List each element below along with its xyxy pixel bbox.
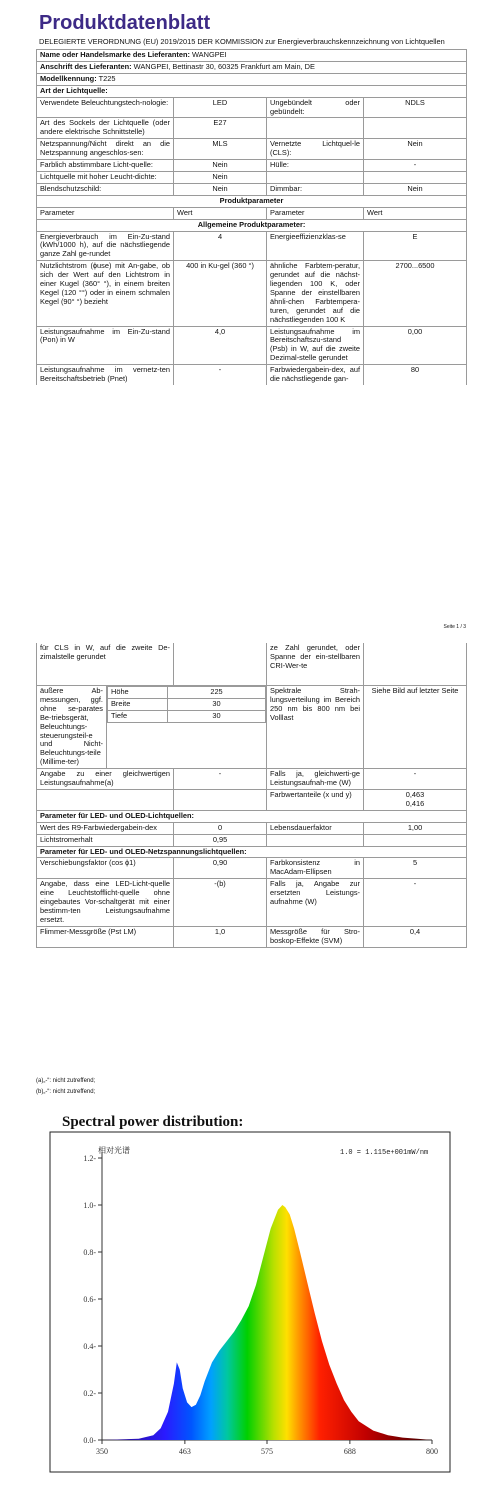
param-value: -(b): [174, 879, 267, 927]
param-value: Nein: [364, 139, 467, 160]
param-value: -: [364, 160, 467, 172]
param-label: Vernetzte Lichtquel-le (CLS):: [267, 139, 364, 160]
param-label: Energieverbrauch im Ein-Zu-stand (kWh/1000 h), auf die nächstliegende ganze Zahl ge-rundet: [37, 231, 174, 261]
param-label: Leistungsaufnahme im vernetz-ten Bereitschaftsbetrieb (Pnet): [37, 365, 174, 385]
param-label: [267, 118, 364, 139]
y-tick-label: 0.2-: [83, 1389, 96, 1398]
param-label: Ungebündelt oder gebündelt:: [267, 97, 364, 118]
table-row: [37, 183, 467, 195]
param-value: Nein: [174, 160, 267, 172]
y-tick-label: 0.8-: [83, 1248, 96, 1257]
param-value: 0,90: [174, 858, 267, 879]
y-tick-label: 0.6-: [83, 1295, 96, 1304]
param-value: Siehe Bild auf letzter Seite: [364, 686, 467, 769]
param-label: Leistungsaufnahme im Bereitschaftszu-stand (Psb) in W, auf die zweite Dezimal-stelle gerundet: [267, 326, 364, 365]
model-row: [37, 73, 467, 85]
table-row: [37, 160, 467, 172]
dim-row: [108, 687, 266, 699]
section-heading-row: [37, 219, 467, 231]
param-value: 0,00: [364, 326, 467, 365]
param-value: 4,0: [174, 326, 267, 365]
datasheet-table-2: [36, 643, 467, 948]
table-row: [37, 789, 467, 810]
address-label: Anschrift des Lieferanten:: [40, 61, 132, 71]
x-tick-label: 463: [178, 1447, 191, 1456]
table-row: [37, 834, 467, 846]
param-value: 0: [174, 822, 267, 834]
table-row: [37, 365, 467, 385]
table-row: [37, 261, 467, 326]
param-label: Angabe zu einer gleichwertigen Leistungsaufnahme(a): [37, 769, 174, 790]
param-value: LED: [174, 97, 267, 118]
table-row: [37, 231, 467, 261]
chart-scale-note: 1.0 = 1.115e+001mW/nm: [340, 1149, 429, 1157]
led-params-heading: Parameter für LED- und OLED-Lichtquellen:: [37, 810, 467, 822]
param-value: 80: [364, 365, 467, 385]
dimensions-row: [37, 686, 467, 769]
table-row: [37, 822, 467, 834]
datasheet-table-1: [36, 49, 467, 385]
footnotes: [36, 1076, 95, 1098]
param-value: Nein: [174, 171, 267, 183]
param-value: [364, 118, 467, 139]
address-row: [37, 61, 467, 73]
param-value: 0,4: [364, 926, 467, 947]
param-value: -: [364, 769, 467, 790]
chart-title: Spectral power distribution:: [62, 1114, 244, 1130]
param-value: Nein: [364, 183, 467, 195]
dim-row: [108, 710, 266, 722]
table-row: [37, 858, 467, 879]
param-label: Lichtquelle mit hoher Leucht-dichte:: [37, 171, 174, 183]
param-value: 1,00: [364, 822, 467, 834]
param-label: Energieeffizienzklas-se: [267, 231, 364, 261]
param-value: [364, 834, 467, 846]
dim-row: [108, 698, 266, 710]
dim-value: 30: [168, 710, 266, 722]
param-value: 400 in Ku-gel (360 °): [174, 261, 267, 326]
general-params-heading: Allgemeine Produktparameter:: [37, 219, 467, 231]
dim-value: 30: [168, 698, 266, 710]
table-row: [37, 118, 467, 139]
dim-key: Breite: [108, 698, 168, 710]
param-value: [174, 789, 267, 810]
param-label: [267, 834, 364, 846]
param-value: Nein: [174, 183, 267, 195]
plot-area: [83, 1152, 438, 1456]
x-tick-label: 688: [343, 1447, 356, 1456]
section-heading-row: [37, 846, 467, 858]
column-header-row: [37, 207, 467, 219]
param-label: Spektrale Strah-lungsverteilung im Bereich 250 nm bis 800 nm bei Volllast: [267, 686, 364, 769]
x-tick-label: 575: [261, 1447, 273, 1456]
dim-value: 225: [168, 687, 266, 699]
light-type-heading: Art der Lichtquelle:: [40, 85, 108, 95]
model-value: T225: [98, 73, 116, 83]
spectrum-area: [102, 1205, 432, 1440]
table-row: [37, 926, 467, 947]
param-value: -: [174, 365, 267, 385]
section-heading-row: [37, 810, 467, 822]
param-value: NDLS: [364, 97, 467, 118]
param-value: 4: [174, 231, 267, 261]
section-heading-row: [37, 195, 467, 207]
y-tick-label: 1.2-: [83, 1154, 96, 1163]
supplier-label: Name oder Handelsmarke des Lieferanten:: [40, 50, 190, 59]
x-tick-label: 350: [96, 1447, 108, 1456]
param-value: 0,463 0,416: [364, 789, 467, 810]
y-tick-label: 0.4-: [83, 1342, 96, 1351]
param-label: ähnliche Farbtem-peratur, gerundet auf die nächst-liegenden 100 K, oder Spanne der einstellbaren ähnli-chen Farbtempera-turen, gerundet auf die nächstliegenden 100 K: [267, 261, 364, 326]
param-label: ze Zahl gerundet, oder Spanne der ein-stellbaren CRI-Wer-te: [267, 643, 364, 686]
col-header: Parameter: [267, 207, 364, 219]
table-row: [37, 97, 467, 118]
page-number: Seite 1 / 3: [443, 624, 466, 630]
x-tick-label: 800: [426, 1447, 438, 1456]
param-value: [364, 171, 467, 183]
param-value: E27: [174, 118, 267, 139]
address-value: WANGPEI, Bettinastr 30, 60325 Frankfurt am Main, DE: [133, 61, 315, 71]
param-label: Verwendete Beleuchtungstech-nologie:: [37, 97, 174, 118]
light-type-heading-row: [37, 85, 467, 97]
param-label: Angabe, dass eine LED-Licht-quelle eine Leuchtstofflicht-quelle ohne eingebautes Vor-schaltgerät mit einer bestimm-ten Leistungsaufnahme ersetzt.: [37, 879, 174, 927]
model-label: Modellkennung:: [40, 73, 97, 83]
table-row: [37, 139, 467, 160]
param-label: [37, 789, 174, 810]
col-header: Wert: [174, 207, 267, 219]
param-label: Lebensdauerfaktor: [267, 822, 364, 834]
table-row: [37, 326, 467, 365]
param-value: 1,0: [174, 926, 267, 947]
param-label: Farbkonsistenz in MacAdam-Ellipsen: [267, 858, 364, 879]
param-label: Verschiebungsfaktor (cos ϕ1): [37, 858, 174, 879]
param-value: MLS: [174, 139, 267, 160]
param-label: Hülle:: [267, 160, 364, 172]
mains-params-heading: Parameter für LED- und OLED-Netzspannungslichtquellen:: [37, 846, 467, 858]
param-label: Falls ja, gleichwerti-ge Leistungsaufnah-me (W): [267, 769, 364, 790]
param-value: E: [364, 231, 467, 261]
param-label: Nutzlichtstrom (ϕuse) mit An-gabe, ob sich der Wert auf den Lichtstrom in einer Kugel (360° °), in einem breiten Kegel (120 °°) oder in einem schmalen Kegel (90° °) bezieht: [37, 261, 174, 326]
page-title: Produktdatenblatt: [39, 12, 211, 34]
param-label: Falls ja, Angabe zur ersetzten Leistungs-aufnahme (W): [267, 879, 364, 927]
param-label: für CLS in W, auf die zweite De-zimalstelle gerundet: [37, 643, 174, 686]
regulation-intro: DELEGIERTE VERORDNUNG (EU) 2019/2015 DER KOMMISSION zur Energieverbrauchskennzeichnung von Lichtquellen: [39, 37, 445, 46]
param-label: Netzspannung/Nicht direkt an die Netzspannung angeschlos-sen:: [37, 139, 174, 160]
dim-key: Tiefe: [108, 710, 168, 722]
param-value: 5: [364, 858, 467, 879]
footnote-a: (a)„-“: nicht zutreffend;: [36, 1078, 96, 1084]
param-label: Wert des R9-Farbwiedergabein-dex: [37, 822, 174, 834]
param-label: Blendschutzschild:: [37, 183, 174, 195]
y-tick-label: 1.0-: [83, 1201, 96, 1210]
param-value: -: [174, 769, 267, 790]
param-label: Farbwertanteile (x und y): [267, 789, 364, 810]
param-label: Messgröße für Stro-boskop-Effekte (SVM): [267, 926, 364, 947]
param-value: 2700...6500: [364, 261, 467, 326]
datasheet-page-2: [36, 643, 466, 948]
param-label: Flimmer-Messgröße (Pst LM): [37, 926, 174, 947]
table-row: [37, 879, 467, 927]
col-header: Wert: [364, 207, 467, 219]
spectral-power-chart: [40, 1110, 460, 1475]
dim-key: Höhe: [108, 687, 168, 699]
product-params-heading: Produktparameter: [37, 195, 467, 207]
table-row: [37, 171, 467, 183]
col-header: Parameter: [37, 207, 174, 219]
datasheet-page-1: [36, 10, 466, 385]
param-label: Leistungsaufnahme im Ein-Zu-stand (Pon) in W: [37, 326, 174, 365]
param-label: Farblich abstimmbare Licht-quelle:: [37, 160, 174, 172]
chart-subtitle: 相对光谱: [98, 1146, 130, 1155]
param-label: [267, 171, 364, 183]
supplier-row: [37, 50, 467, 62]
footnote-b: (b)„-“: nicht zutreffend;: [36, 1089, 96, 1095]
param-value: -: [364, 879, 467, 927]
param-label: Dimmbar:: [267, 183, 364, 195]
param-label: Art des Sockels der Lichtquelle (oder andere elektrische Schnittstelle): [37, 118, 174, 139]
table-row: [37, 643, 467, 686]
supplier-value: WANGPEI: [191, 50, 227, 59]
y-tick-label: 0.0-: [83, 1436, 96, 1445]
dimensions-label: äußere Ab-messungen, ggf. ohne se-parates Be-triebsgerät, Beleuchtungs-steuerungsteil-e und Nicht-Beleuchtungs-teile (Millime-ter): [37, 686, 107, 769]
param-value: 0,95: [174, 834, 267, 846]
table-row: [37, 769, 467, 790]
param-label: Lichtstromerhalt: [37, 834, 174, 846]
param-label: Farbwiedergabein-dex, auf die nächstliegende gan-: [267, 365, 364, 385]
dimensions-table: [107, 686, 266, 723]
